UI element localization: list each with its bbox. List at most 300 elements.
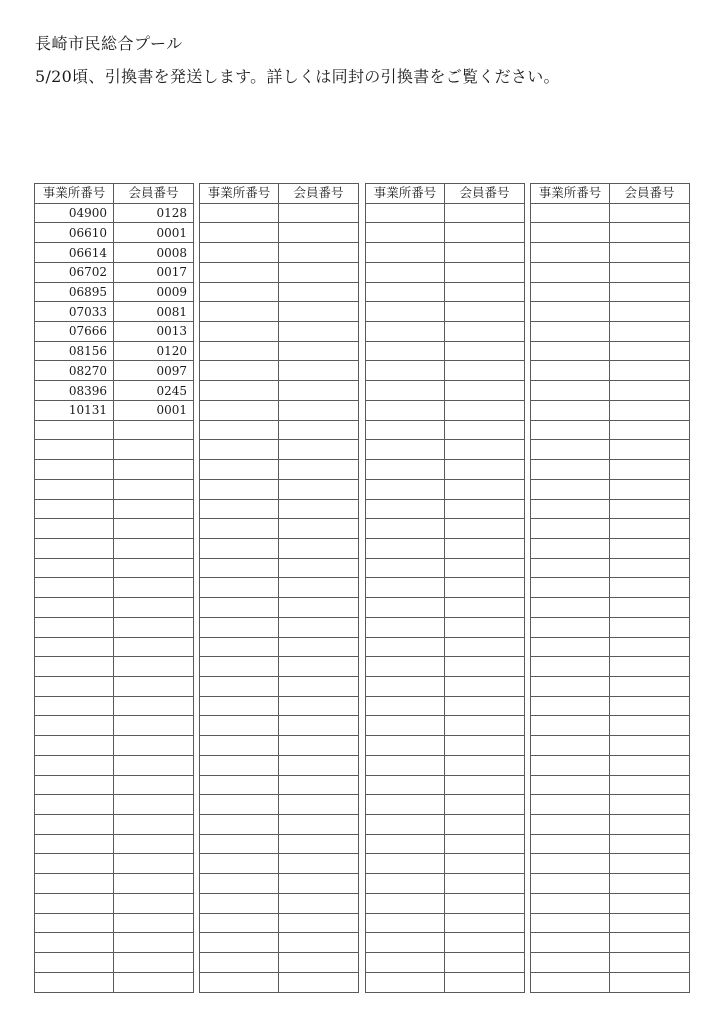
member-number-cell	[445, 775, 525, 795]
member-number-cell	[114, 538, 194, 558]
table-row	[35, 657, 194, 677]
table-row	[366, 381, 525, 401]
table-row	[35, 854, 194, 874]
office-number-cell: 06614	[35, 243, 114, 263]
table-row	[200, 598, 359, 618]
member-number-cell	[279, 913, 359, 933]
table-row	[531, 657, 690, 677]
member-number-cell	[114, 815, 194, 835]
member-number-cell	[610, 578, 690, 598]
table-row	[35, 420, 194, 440]
office-number-cell	[366, 538, 445, 558]
office-number-cell	[200, 972, 279, 992]
member-number-cell	[114, 499, 194, 519]
member-number-cell: 0013	[114, 322, 194, 342]
table-row	[366, 795, 525, 815]
member-number-cell	[114, 736, 194, 756]
office-number-header: 事業所番号	[35, 184, 114, 204]
office-number-cell	[200, 874, 279, 894]
member-number-cell	[279, 598, 359, 618]
member-number-cell: 0008	[114, 243, 194, 263]
office-number-cell	[366, 637, 445, 657]
office-number-cell	[366, 223, 445, 243]
table-row	[35, 479, 194, 499]
office-number-cell	[200, 755, 279, 775]
table-row	[531, 953, 690, 973]
table-row	[200, 262, 359, 282]
member-table-3	[365, 183, 525, 993]
table-row	[35, 637, 194, 657]
table-row	[531, 420, 690, 440]
table-row	[366, 834, 525, 854]
table-row	[35, 736, 194, 756]
office-number-cell	[200, 558, 279, 578]
office-number-cell	[366, 795, 445, 815]
table-row	[35, 302, 194, 322]
table-row	[200, 874, 359, 894]
office-number-cell	[531, 400, 610, 420]
office-number-cell	[35, 775, 114, 795]
member-number-cell	[279, 203, 359, 223]
member-number-cell	[279, 322, 359, 342]
member-number-cell	[279, 815, 359, 835]
table-header-row	[35, 184, 194, 204]
member-number-cell	[114, 617, 194, 637]
table-row	[531, 637, 690, 657]
member-number-header: 会員番号	[445, 184, 525, 204]
table-header-row	[531, 184, 690, 204]
table-row	[531, 815, 690, 835]
member-number-cell	[279, 933, 359, 953]
office-number-cell	[366, 440, 445, 460]
member-number-cell	[610, 223, 690, 243]
table-row	[200, 755, 359, 775]
table-row	[200, 341, 359, 361]
member-number-cell: 0017	[114, 262, 194, 282]
office-number-cell	[366, 854, 445, 874]
office-number-cell	[366, 282, 445, 302]
member-number-cell	[279, 795, 359, 815]
member-number-cell	[114, 676, 194, 696]
office-number-cell	[366, 558, 445, 578]
office-number-cell	[366, 262, 445, 282]
shipping-notice: 5/20頃、引換書を発送します。詳しくは同封の引換書をご覧ください。	[35, 67, 560, 86]
member-number-cell	[279, 302, 359, 322]
office-number-cell	[35, 755, 114, 775]
office-number-cell: 04900	[35, 203, 114, 223]
table-row	[366, 617, 525, 637]
table-row	[531, 913, 690, 933]
member-number-cell	[445, 972, 525, 992]
office-number-cell	[366, 203, 445, 223]
office-number-cell	[366, 913, 445, 933]
office-number-cell: 08270	[35, 361, 114, 381]
office-number-cell	[531, 972, 610, 992]
office-number-cell	[366, 361, 445, 381]
member-number-cell	[114, 440, 194, 460]
table-row	[35, 243, 194, 263]
office-number-cell	[531, 519, 610, 539]
member-number-cell	[610, 795, 690, 815]
member-number-cell	[610, 499, 690, 519]
table-row	[531, 933, 690, 953]
office-number-cell	[35, 558, 114, 578]
table-row	[531, 736, 690, 756]
member-number-cell	[445, 243, 525, 263]
member-number-cell	[445, 637, 525, 657]
office-number-cell	[366, 775, 445, 795]
table-row	[35, 578, 194, 598]
office-number-cell	[35, 874, 114, 894]
table-row	[366, 341, 525, 361]
member-number-cell	[610, 893, 690, 913]
office-number-cell: 06610	[35, 223, 114, 243]
office-number-cell	[35, 499, 114, 519]
member-number-cell	[610, 302, 690, 322]
table-row	[531, 361, 690, 381]
member-number-cell: 0120	[114, 341, 194, 361]
table-row	[35, 538, 194, 558]
member-number-cell	[445, 696, 525, 716]
member-number-cell	[445, 440, 525, 460]
member-number-cell	[445, 420, 525, 440]
table-row	[366, 657, 525, 677]
table-row	[200, 479, 359, 499]
member-number-cell	[610, 953, 690, 973]
member-number-cell	[445, 736, 525, 756]
member-number-cell	[114, 519, 194, 539]
table-row	[200, 361, 359, 381]
member-number-cell	[610, 637, 690, 657]
table-row	[531, 440, 690, 460]
office-number-cell	[200, 538, 279, 558]
member-number-cell	[279, 953, 359, 973]
member-number-cell	[610, 854, 690, 874]
member-number-cell	[610, 933, 690, 953]
member-number-cell	[114, 834, 194, 854]
member-number-cell	[610, 282, 690, 302]
table-row	[366, 519, 525, 539]
office-number-cell	[531, 815, 610, 835]
member-number-cell	[610, 874, 690, 894]
table-row	[531, 223, 690, 243]
member-number-cell	[114, 479, 194, 499]
table-row	[200, 637, 359, 657]
office-number-cell	[531, 913, 610, 933]
office-number-cell	[531, 696, 610, 716]
office-number-cell	[366, 302, 445, 322]
office-number-cell	[366, 893, 445, 913]
table-row	[366, 953, 525, 973]
office-number-cell	[531, 440, 610, 460]
office-number-cell	[200, 223, 279, 243]
office-number-cell	[366, 874, 445, 894]
table-row	[531, 795, 690, 815]
member-number-cell	[610, 736, 690, 756]
member-number-cell	[445, 913, 525, 933]
member-number-cell	[445, 262, 525, 282]
member-number-cell	[114, 795, 194, 815]
office-number-cell	[366, 716, 445, 736]
member-number-cell	[114, 637, 194, 657]
member-number-cell	[610, 243, 690, 263]
office-number-cell	[200, 361, 279, 381]
office-number-cell	[35, 795, 114, 815]
office-number-cell	[366, 460, 445, 480]
member-number-cell	[279, 243, 359, 263]
table-row	[200, 302, 359, 322]
office-number-cell	[531, 657, 610, 677]
office-number-cell	[531, 302, 610, 322]
table-row	[200, 578, 359, 598]
office-number-cell	[531, 460, 610, 480]
office-number-cell	[200, 341, 279, 361]
member-number-cell	[445, 933, 525, 953]
member-number-cell	[114, 716, 194, 736]
table-row	[366, 933, 525, 953]
office-number-cell	[531, 381, 610, 401]
member-number-cell	[114, 953, 194, 973]
office-number-cell	[366, 834, 445, 854]
member-number-cell	[445, 538, 525, 558]
table-row	[200, 400, 359, 420]
table-row	[200, 854, 359, 874]
member-number-cell	[610, 538, 690, 558]
office-number-cell	[35, 736, 114, 756]
office-number-cell	[200, 479, 279, 499]
office-number-cell	[200, 243, 279, 263]
table-header-row	[200, 184, 359, 204]
member-number-cell	[445, 381, 525, 401]
table-row	[200, 775, 359, 795]
table-row	[366, 598, 525, 618]
member-number-cell	[610, 775, 690, 795]
table-row	[366, 558, 525, 578]
table-row	[35, 676, 194, 696]
office-number-cell	[366, 578, 445, 598]
member-number-cell: 0128	[114, 203, 194, 223]
table-row	[35, 775, 194, 795]
member-number-cell	[445, 795, 525, 815]
table-row	[366, 578, 525, 598]
member-number-cell	[610, 558, 690, 578]
table-row	[366, 775, 525, 795]
member-number-cell	[445, 558, 525, 578]
member-number-cell	[445, 223, 525, 243]
table-row	[200, 716, 359, 736]
table-row	[35, 381, 194, 401]
table-row	[366, 479, 525, 499]
member-number-cell	[610, 815, 690, 835]
table-row	[200, 617, 359, 637]
member-number-cell	[279, 381, 359, 401]
table-row	[531, 578, 690, 598]
member-number-cell	[445, 834, 525, 854]
table-row	[200, 815, 359, 835]
office-number-cell	[200, 578, 279, 598]
member-number-cell	[610, 519, 690, 539]
office-number-cell	[35, 578, 114, 598]
member-number-cell	[279, 834, 359, 854]
member-table-4	[530, 183, 690, 993]
member-number-cell: 0081	[114, 302, 194, 322]
table-row	[531, 282, 690, 302]
member-number-cell: 0001	[114, 223, 194, 243]
member-number-cell	[445, 854, 525, 874]
office-number-cell	[200, 381, 279, 401]
member-number-cell	[114, 755, 194, 775]
office-number-cell	[531, 322, 610, 342]
member-number-cell	[610, 420, 690, 440]
table-row	[531, 400, 690, 420]
table-row	[200, 203, 359, 223]
member-number-cell	[279, 460, 359, 480]
table-row	[531, 243, 690, 263]
member-number-cell	[114, 775, 194, 795]
office-number-cell	[531, 341, 610, 361]
member-number-cell: 0009	[114, 282, 194, 302]
member-number-header: 会員番号	[279, 184, 359, 204]
member-number-cell	[279, 341, 359, 361]
table-row	[35, 322, 194, 342]
table-row	[366, 972, 525, 992]
table-row	[531, 834, 690, 854]
member-number-cell	[279, 736, 359, 756]
table-row	[366, 322, 525, 342]
member-number-cell	[445, 361, 525, 381]
member-number-cell	[610, 598, 690, 618]
member-number-cell	[279, 617, 359, 637]
table-row	[531, 479, 690, 499]
member-number-cell	[114, 874, 194, 894]
member-number-cell	[279, 696, 359, 716]
office-number-cell	[366, 676, 445, 696]
table-row	[366, 499, 525, 519]
member-number-cell: 0097	[114, 361, 194, 381]
table-row	[531, 617, 690, 637]
table-row	[35, 519, 194, 539]
member-number-cell	[279, 262, 359, 282]
office-number-cell	[200, 893, 279, 913]
office-number-header: 事業所番号	[366, 184, 445, 204]
table-row	[531, 203, 690, 223]
office-number-cell	[35, 440, 114, 460]
office-number-cell	[531, 834, 610, 854]
table-row	[200, 420, 359, 440]
table-row	[200, 538, 359, 558]
office-number-cell	[35, 637, 114, 657]
member-number-cell	[279, 657, 359, 677]
table-row	[200, 519, 359, 539]
office-number-cell	[200, 775, 279, 795]
office-number-cell	[35, 696, 114, 716]
table-row	[531, 302, 690, 322]
member-number-cell	[445, 479, 525, 499]
member-number-cell	[610, 381, 690, 401]
office-number-cell	[200, 519, 279, 539]
table-row	[35, 262, 194, 282]
table-row	[35, 815, 194, 835]
table-row	[35, 933, 194, 953]
member-number-cell	[445, 953, 525, 973]
office-number-cell	[35, 676, 114, 696]
office-number-cell	[35, 460, 114, 480]
member-number-cell	[114, 558, 194, 578]
office-number-cell	[200, 815, 279, 835]
table-row	[35, 460, 194, 480]
member-number-cell	[279, 282, 359, 302]
office-number-cell: 06895	[35, 282, 114, 302]
office-number-cell	[200, 598, 279, 618]
table-row	[35, 440, 194, 460]
office-number-cell	[35, 953, 114, 973]
office-number-cell	[200, 716, 279, 736]
member-number-cell	[445, 400, 525, 420]
office-number-cell	[366, 381, 445, 401]
member-number-cell	[114, 598, 194, 618]
office-number-cell	[35, 834, 114, 854]
office-number-cell	[200, 854, 279, 874]
table-row	[35, 913, 194, 933]
table-row	[200, 381, 359, 401]
office-number-cell	[200, 637, 279, 657]
member-table-2	[199, 183, 359, 993]
member-number-cell	[610, 716, 690, 736]
table-row	[531, 972, 690, 992]
table-row	[531, 262, 690, 282]
member-table-1	[34, 183, 194, 993]
member-number-cell	[114, 972, 194, 992]
table-row	[200, 460, 359, 480]
member-number-cell	[279, 716, 359, 736]
office-number-cell	[200, 499, 279, 519]
office-number-cell	[200, 203, 279, 223]
table-row	[531, 460, 690, 480]
member-number-cell	[445, 617, 525, 637]
office-number-cell	[200, 834, 279, 854]
table-row	[531, 381, 690, 401]
table-row	[531, 598, 690, 618]
member-number-cell	[114, 420, 194, 440]
office-number-cell	[35, 598, 114, 618]
table-row	[531, 322, 690, 342]
office-number-cell	[531, 617, 610, 637]
office-number-cell	[366, 953, 445, 973]
table-row	[366, 538, 525, 558]
member-number-cell	[610, 400, 690, 420]
table-row	[35, 617, 194, 637]
table-row	[366, 440, 525, 460]
table-row	[366, 460, 525, 480]
member-number-header: 会員番号	[114, 184, 194, 204]
office-number-cell	[531, 736, 610, 756]
office-number-cell	[531, 854, 610, 874]
table-row	[35, 282, 194, 302]
member-number-cell	[279, 499, 359, 519]
member-number-cell	[114, 854, 194, 874]
table-row	[531, 755, 690, 775]
office-number-cell	[200, 400, 279, 420]
member-number-cell	[610, 460, 690, 480]
member-number-cell	[279, 420, 359, 440]
table-row	[35, 795, 194, 815]
office-number-cell	[531, 499, 610, 519]
table-row	[366, 874, 525, 894]
table-row	[35, 400, 194, 420]
table-row	[531, 893, 690, 913]
member-number-cell	[610, 361, 690, 381]
office-number-cell	[531, 243, 610, 263]
